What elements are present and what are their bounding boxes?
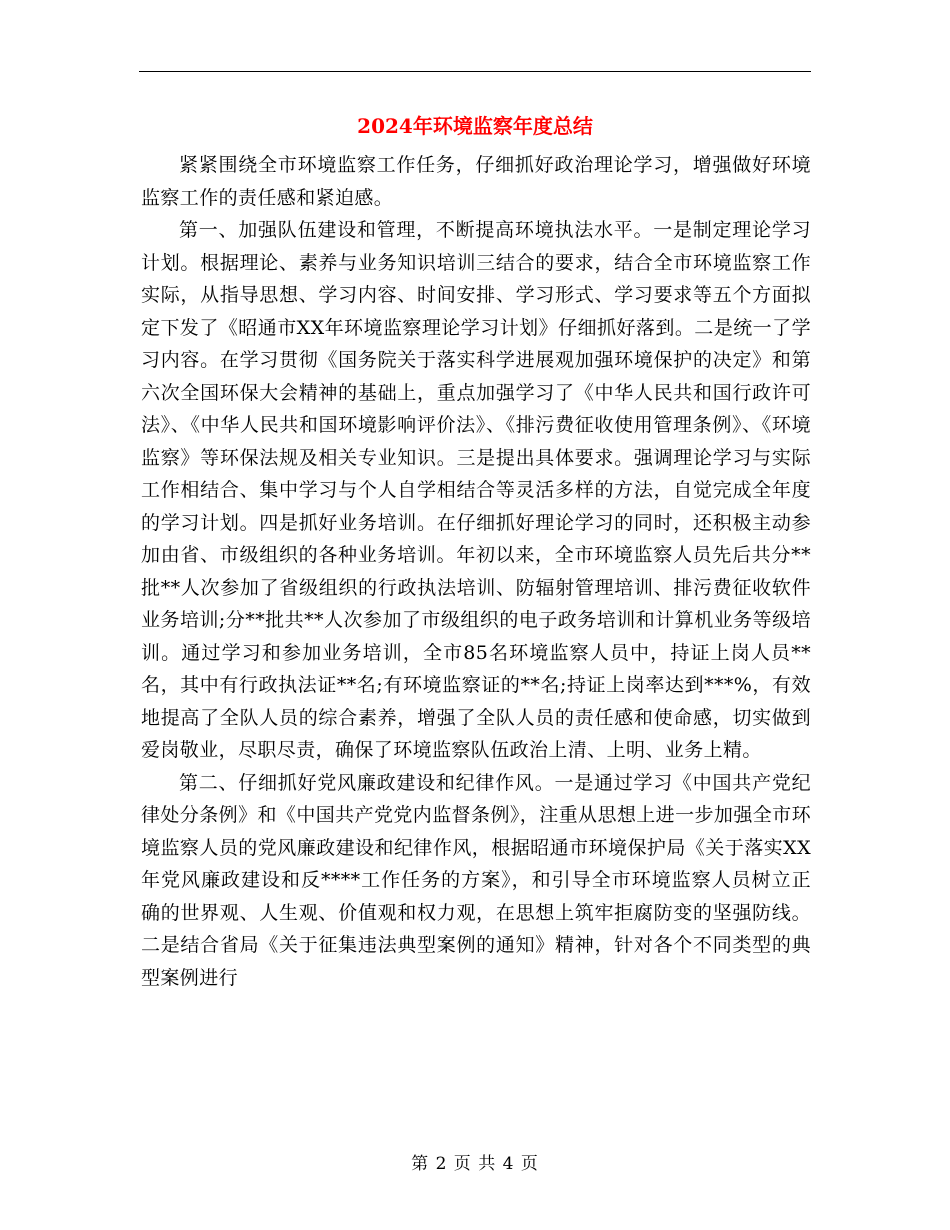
document-title: 2024年环境监察年度总结 [357, 114, 593, 138]
paragraph-intro: 紧紧围绕全市环境监察工作任务，仔细抓好政治理论学习，增强做好环境监察工作的责任感和紧迫感。 [141, 154, 811, 209]
document-body [141, 149, 811, 994]
header-rule [139, 71, 811, 72]
paragraph-team-building: 第一、加强队伍建设和管理，不断提高环境执法水平。一是制定理论学习计划。根据理论、素养与业务知识培训三结合的要求，结合全市环境监察工作实际，从指导思想、学习内容、时间安排、学习形式、学习要求等五个方面拟定下发了《昭通市XX年环境监察理论学习计划》仔细抓好落到。二是统一了学习内容。在学习贯彻《国务院关于落实科学进展观加强环境保护的决定》和第六次全国环保大会精神的基础上，重点加强学习了《中华人民共和国行政许可法》、《中华人民共和国环境影响评价法》、《排污费征收使用管理条例》、《环境监察》等环保法规及相关专业知识。三是提出具体要求。强调理论学习与实际工作相结合、集中学习与个人自学相结合等灵活多样的方法，自觉完成全年度的学习计划。四是抓好业务培训。在仔细抓好理论学习的同时，还积极主动参加由省、市级组织的各种业务培训。年初以来，全市环境监察人员先后共分**批**人次参加了省级组织的行政执法培训、防辐射管理培训、排污费征收软件业务培训;分**批共**人次参加了市级组织的电子政务培训和计算机业务等级培训。通过学习和参加业务培训，全市85名环境监察人员中，持证上岗人员**名，其中有行政执法证**名;有环境监察证的**名;持证上岗率达到***%，有效地提高了全队人员的综合素养，增强了全队人员的责任感和使命感，切实做到爱岗敬业，尽职尽责，确保了环境监察队伍政治上清、上明、业务上精。 [141, 219, 811, 761]
paragraph-party-discipline: 第二、仔细抓好党风廉政建设和纪律作风。一是通过学习《中国共产党纪律处分条例》和《中国共产党党内监督条例》，注重从思想上进一步加强全市环境监察人员的党风廉政建设和纪律作风，根据昭通市环境保护局《关于落实XX年党风廉政建设和反****工作任务的方案》，和引导全市环境监察人员树立正确的世界观、人生观、价值观和权力观，在思想上筑牢拒腐防变的坚强防线。二是结合省局《关于征集违法典型案例的通知》精神，针对各个不同类型的典型案例进行 [141, 771, 811, 989]
page-number-footer: 第 2 页 共 4 页 [411, 1154, 539, 1174]
